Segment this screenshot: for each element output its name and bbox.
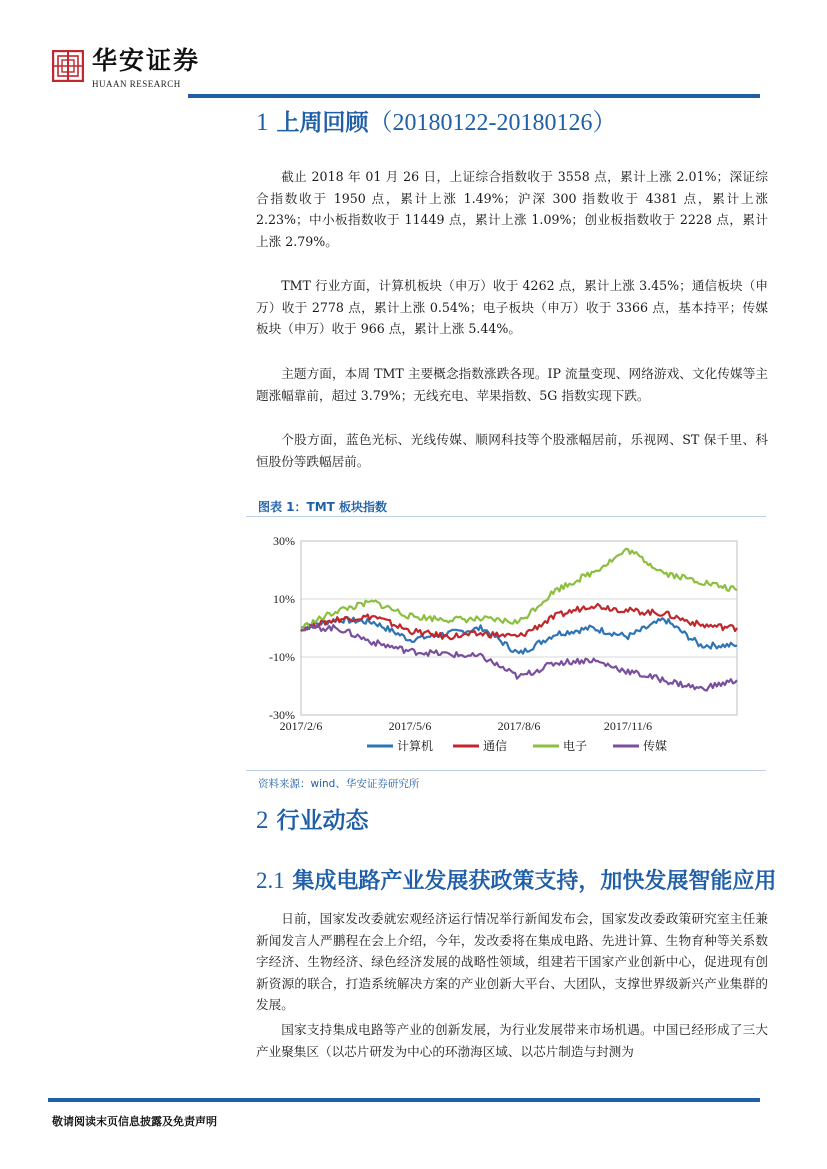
section-2-number: 2 <box>256 807 269 834</box>
legend-label: 传媒 <box>643 739 668 753</box>
paragraph-industry-clusters: 国家支持集成电路等产业的创新发展，为行业发展带来市场机遇。中国已经形成了三大产业聚集区（以芯片研发为中心的环渤海区域、以芯片制造与封测为 <box>256 1022 768 1059</box>
section-1-title: 上周回顾 <box>276 110 369 136</box>
footer-divider <box>48 1098 760 1102</box>
section-2-heading <box>256 806 369 836</box>
legend-label: 电子 <box>563 739 588 753</box>
brand-name-english: HUAAN RESEARCH <box>92 79 181 89</box>
figure-source: 资料来源：wind、华安证券研究所 <box>258 778 420 790</box>
subsection-2-1-number: 2.1 <box>256 868 285 893</box>
tmt-index-chart <box>255 525 760 765</box>
brand-name: 华安证券 <box>92 46 201 75</box>
x-tick-label: 2017/2/6 <box>279 719 323 733</box>
x-tick-label: 2017/8/6 <box>497 719 541 733</box>
section-1-date-range: （20180122-20180126） <box>368 110 617 136</box>
plot-frame <box>301 541 737 715</box>
y-tick-label: -10% <box>269 650 295 664</box>
header-divider <box>188 94 760 98</box>
section-1-number: 1 <box>256 109 269 136</box>
section-1-heading <box>256 108 617 138</box>
subsection-2-1-title: 集成电路产业发展获政策支持，加快发展智能应用 <box>292 869 777 894</box>
paragraph-themes: 主题方面，本周 TMT 主要概念指数涨跌各现。IP 流量变现、网络游戏、文化传媒等主题涨幅靠前，超过 3.79%；无线充电、苹果指数、5G 指数实现下跌。 <box>256 366 768 403</box>
paragraph-stocks: 个股方面，蓝色光标、光线传媒、顺网科技等个股涨幅居前，乐视网、ST 保千里、科恒股份等跌幅居前。 <box>256 432 768 469</box>
subsection-2-1-heading <box>256 866 776 897</box>
paragraph-index-review: 截止 2018 年 01 月 26 日，上证综合指数收于 3558 点，累计上涨 2.01%；深证综合指数收于 1950 点，累计上涨 1.49%；沪深 300 指数收于 4381 点，累计上涨 2.23%；中小板指数收于 11449 点，累计上涨 1.09%；创业板指数收于 2228 点，累计上涨 2.79%。 <box>256 169 768 249</box>
figure-top-rule <box>246 516 766 517</box>
footer-disclaimer: 敬请阅读末页信息披露及免责声明 <box>52 1115 217 1128</box>
legend-label: 计算机 <box>397 739 434 753</box>
x-tick-label: 2017/5/6 <box>388 719 432 733</box>
y-tick-label: 10% <box>273 592 295 606</box>
paragraph-tmt-sectors: TMT 行业方面，计算机板块（申万）收于 4262 点，累计上涨 3.45%；通信板块（申万）收于 2778 点，累计上涨 0.54%；电子板块（申万）收于 3366 点，基本持平；传媒板块（申万）收于 966 点，累计上涨 5.44%。 <box>256 278 768 336</box>
y-tick-label: -30% <box>269 708 295 722</box>
section-2-title: 行业动态 <box>276 808 369 834</box>
figure-bottom-rule <box>246 770 766 771</box>
y-tick-label: 30% <box>273 534 295 548</box>
x-tick-label: 2017/11/6 <box>603 719 653 733</box>
figure-caption: 图表 1：TMT 板块指数 <box>258 500 388 514</box>
paragraph-ndrc-policy: 日前，国家发改委就宏观经济运行情况举行新闻发布会，国家发改委政策研究室主任兼新闻发言人严鹏程在会上介绍，今年，发改委将在集成电路、先进计算、生物育种等关系数字经济、生物经济、绿色经济发展的战略性领域，组建若干国家产业创新中心，促进现有创新资源的联合，打造系统解决方案的产业创新大平台、大团队，支撑世界级新兴产业集群的发展。 <box>256 911 768 1012</box>
legend-label: 通信 <box>483 739 508 753</box>
seal-logo-icon <box>52 50 84 82</box>
